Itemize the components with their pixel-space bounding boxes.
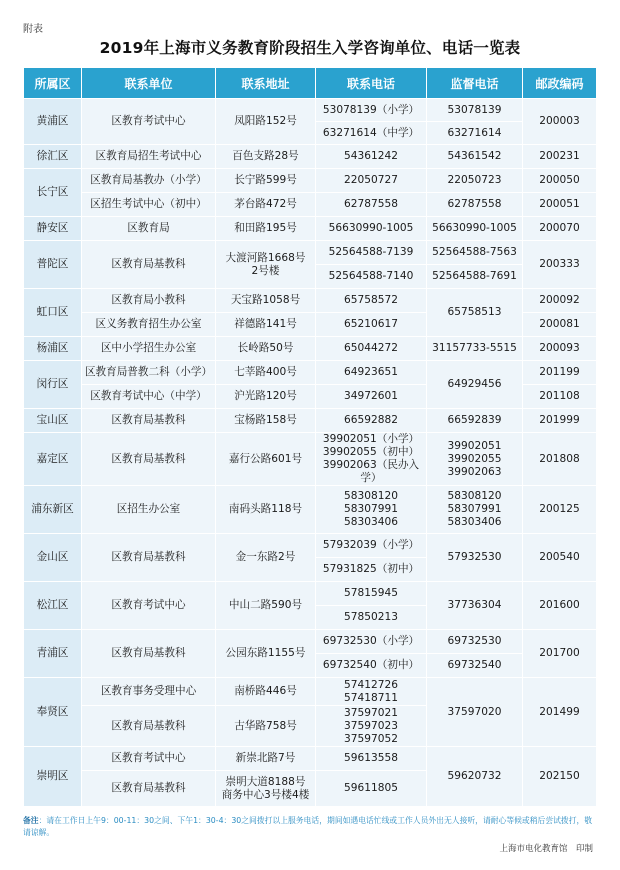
district-cell: 徐汇区	[24, 145, 82, 169]
note-label: 备注	[23, 816, 39, 825]
district-cell: 奉贤区	[24, 678, 82, 747]
phone-cell: 69732530（小学）	[316, 630, 427, 654]
phone-line: 37597021	[344, 706, 398, 719]
zip-cell: 201199	[523, 361, 597, 385]
zip-cell: 200092	[523, 289, 597, 313]
unit-cell: 区教育局基教科	[82, 706, 216, 747]
supervision-line: 39902055	[447, 452, 502, 465]
district-cell: 黄浦区	[24, 99, 82, 145]
address-cell: 金一东路2号	[216, 534, 316, 582]
phone-line: 39902051（小学）	[322, 433, 420, 445]
address-cell: 宝杨路158号	[216, 409, 316, 433]
address-cell: 新崇北路7号	[216, 747, 316, 771]
supervision-cell: 37736304	[427, 582, 523, 630]
header-district: 所属区	[24, 68, 82, 99]
zip-cell: 201499	[523, 678, 597, 747]
header-zip: 邮政编码	[523, 68, 597, 99]
address-cell: 天宝路1058号	[216, 289, 316, 313]
zip-cell: 200093	[523, 337, 597, 361]
unit-cell: 区教育局招生考试中心	[82, 145, 216, 169]
unit-cell: 区教育考试中心	[82, 582, 216, 630]
zip-cell: 200125	[523, 486, 597, 534]
district-cell: 静安区	[24, 217, 82, 241]
address-cell: 中山二路590号	[216, 582, 316, 630]
supervision-line: 39902051	[447, 439, 502, 452]
attachment-label: 附表	[23, 24, 43, 35]
address-cell: 古华路758号	[216, 706, 316, 747]
address-cell	[216, 771, 316, 807]
phone-line: 39902055（初中）	[322, 446, 420, 458]
phone-cell: 53078139（小学）	[316, 99, 427, 122]
table-row	[24, 409, 597, 433]
phone-cell: 65044272	[316, 337, 427, 361]
supervision-cell: 52564588-7691	[427, 265, 523, 289]
unit-cell: 区招生办公室	[82, 486, 216, 534]
supervision-cell: 54361542	[427, 145, 523, 169]
supervision-cell	[427, 486, 523, 534]
address-cell: 南桥路446号	[216, 678, 316, 706]
phone-line: 58307991	[344, 503, 398, 515]
supervision-cell: 66592839	[427, 409, 523, 433]
supervision-cell: 62787558	[427, 193, 523, 217]
supervision-line: 39902063	[447, 465, 502, 478]
district-cell: 崇明区	[24, 747, 82, 807]
zip-cell: 201700	[523, 630, 597, 678]
phone-cell	[316, 678, 427, 706]
phone-cell: 22050727	[316, 169, 427, 193]
supervision-cell: 31157733-5515	[427, 337, 523, 361]
phone-cell: 56630990-1005	[316, 217, 427, 241]
address-cell: 茅台路472号	[216, 193, 316, 217]
table-row	[24, 630, 597, 654]
publisher-footer: 上海市电化教育馆 印制	[499, 844, 593, 854]
district-cell: 嘉定区	[24, 433, 82, 486]
table-row	[24, 678, 597, 706]
district-cell: 长宁区	[24, 169, 82, 217]
phone-cell: 52564588-7139	[316, 241, 427, 265]
page-title: 2019年上海市义务教育阶段招生入学咨询单位、电话一览表	[99, 39, 521, 57]
supervision-cell: 65758513	[427, 289, 523, 337]
table-row	[24, 361, 597, 385]
unit-cell: 区教育局基教科	[82, 433, 216, 486]
supervision-line: 58308120	[447, 490, 502, 502]
district-cell: 青浦区	[24, 630, 82, 678]
address-cell: 祥德路141号	[216, 313, 316, 337]
unit-cell: 区教育局基教科	[82, 534, 216, 582]
phone-cell: 59613558	[316, 747, 427, 771]
phone-cell: 64923651	[316, 361, 427, 385]
zip-cell: 201808	[523, 433, 597, 486]
phone-line: 39902063（民办入学）	[322, 459, 420, 484]
district-cell: 浦东新区	[24, 486, 82, 534]
phone-line: 37597023	[344, 719, 398, 732]
address-cell	[216, 241, 316, 289]
phone-cell: 63271614（中学）	[316, 122, 427, 145]
phone-cell: 65758572	[316, 289, 427, 313]
contact-table	[23, 67, 597, 807]
address-cell: 公园东路1155号	[216, 630, 316, 678]
address-cell: 长岭路50号	[216, 337, 316, 361]
address-line: 崇明大道8188号	[225, 775, 306, 788]
address-cell: 和田路195号	[216, 217, 316, 241]
address-line: 2号楼	[251, 264, 280, 277]
zip-cell: 200051	[523, 193, 597, 217]
phone-line: 58303406	[344, 516, 398, 528]
supervision-cell: 69732530	[427, 630, 523, 654]
phone-cell	[316, 486, 427, 534]
supervision-cell: 53078139	[427, 99, 523, 122]
zip-cell: 201999	[523, 409, 597, 433]
phone-cell: 52564588-7140	[316, 265, 427, 289]
supervision-cell: 59620732	[427, 747, 523, 807]
zip-cell: 200050	[523, 169, 597, 193]
phone-cell: 66592882	[316, 409, 427, 433]
address-line: 商务中心3号楼4楼	[221, 788, 310, 801]
zip-cell: 200540	[523, 534, 597, 582]
unit-cell: 区教育局基教科	[82, 241, 216, 289]
zip-cell: 200231	[523, 145, 597, 169]
table-row	[24, 217, 597, 241]
unit-cell: 区义务教育招生办公室	[82, 313, 216, 337]
unit-cell: 区教育局	[82, 217, 216, 241]
zip-cell: 200070	[523, 217, 597, 241]
header-address: 联系地址	[216, 68, 316, 99]
header-supervision-phone: 监督电话	[427, 68, 523, 99]
phone-line: 57418711	[344, 691, 398, 704]
address-cell: 长宁路599号	[216, 169, 316, 193]
unit-cell: 区教育局小教科	[82, 289, 216, 313]
district-cell: 虹口区	[24, 289, 82, 337]
unit-cell: 区教育考试中心	[82, 747, 216, 771]
table-row	[24, 747, 597, 771]
unit-cell: 区教育考试中心（中学）	[82, 385, 216, 409]
unit-cell: 区教育事务受理中心	[82, 678, 216, 706]
phone-cell	[316, 706, 427, 747]
supervision-cell: 22050723	[427, 169, 523, 193]
phone-cell: 57931825（初中）	[316, 558, 427, 582]
address-cell: 沪光路120号	[216, 385, 316, 409]
district-cell: 杨浦区	[24, 337, 82, 361]
unit-cell: 区中小学招生办公室	[82, 337, 216, 361]
note-text: ：请在工作日上午9：00-11：30之间、下午1：30-4：30之间拨打以上服务电话，期间如遇电话忙线或工作人员外出无人接听，请耐心等候或稍后尝试拨打，敬请谅解。	[23, 816, 593, 837]
unit-cell: 区教育局基教科	[82, 409, 216, 433]
phone-cell: 57850213	[316, 606, 427, 630]
address-cell: 南码头路118号	[216, 486, 316, 534]
unit-cell: 区教育局基教科	[82, 630, 216, 678]
table-row	[24, 145, 597, 169]
address-cell: 凤阳路152号	[216, 99, 316, 145]
phone-cell: 57815945	[316, 582, 427, 606]
phone-line: 58308120	[344, 490, 398, 502]
table-row	[24, 582, 597, 606]
zip-cell: 200003	[523, 99, 597, 145]
district-cell: 宝山区	[24, 409, 82, 433]
unit-cell: 区招生考试中心（初中）	[82, 193, 216, 217]
zip-cell: 201600	[523, 582, 597, 630]
table-row	[24, 433, 597, 486]
zip-cell: 202150	[523, 747, 597, 807]
table-row	[24, 169, 597, 193]
supervision-cell: 52564588-7563	[427, 241, 523, 265]
phone-cell: 34972601	[316, 385, 427, 409]
table-row	[24, 337, 597, 361]
header-unit: 联系单位	[82, 68, 216, 99]
district-cell: 松江区	[24, 582, 82, 630]
table-row	[24, 486, 597, 534]
supervision-cell	[427, 433, 523, 486]
address-cell: 百色支路28号	[216, 145, 316, 169]
zip-cell: 201108	[523, 385, 597, 409]
phone-line: 37597052	[344, 732, 398, 745]
zip-cell: 200081	[523, 313, 597, 337]
district-cell: 金山区	[24, 534, 82, 582]
table-row	[24, 193, 597, 217]
supervision-cell: 69732540	[427, 654, 523, 678]
address-cell: 七莘路400号	[216, 361, 316, 385]
phone-cell	[316, 433, 427, 486]
phone-line: 57412726	[344, 678, 398, 691]
table-header-row	[24, 68, 597, 99]
district-cell: 闵行区	[24, 361, 82, 409]
supervision-cell: 56630990-1005	[427, 217, 523, 241]
table-row	[24, 241, 597, 265]
table-row	[24, 289, 597, 313]
supervision-cell: 64929456	[427, 361, 523, 409]
table-row	[24, 99, 597, 122]
phone-cell: 62787558	[316, 193, 427, 217]
unit-cell: 区教育局基教科	[82, 771, 216, 807]
supervision-line: 58307991	[447, 503, 502, 515]
phone-cell: 65210617	[316, 313, 427, 337]
table-row	[24, 534, 597, 558]
phone-cell: 57932039（小学）	[316, 534, 427, 558]
header-phone: 联系电话	[316, 68, 427, 99]
unit-cell: 区教育考试中心	[82, 99, 216, 145]
district-cell: 普陀区	[24, 241, 82, 289]
phone-cell: 69732540（初中）	[316, 654, 427, 678]
supervision-line: 58303406	[447, 516, 502, 528]
address-cell: 嘉行公路601号	[216, 433, 316, 486]
phone-cell: 59611805	[316, 771, 427, 807]
supervision-cell: 63271614	[427, 122, 523, 145]
footnote	[23, 815, 597, 838]
zip-cell: 200333	[523, 241, 597, 289]
supervision-cell: 57932530	[427, 534, 523, 582]
unit-cell: 区教育局普教二科（小学）	[82, 361, 216, 385]
address-line: 大渡河路1668号	[225, 251, 306, 264]
supervision-cell: 37597020	[427, 678, 523, 747]
phone-cell: 54361242	[316, 145, 427, 169]
unit-cell: 区教育局基教办（小学）	[82, 169, 216, 193]
